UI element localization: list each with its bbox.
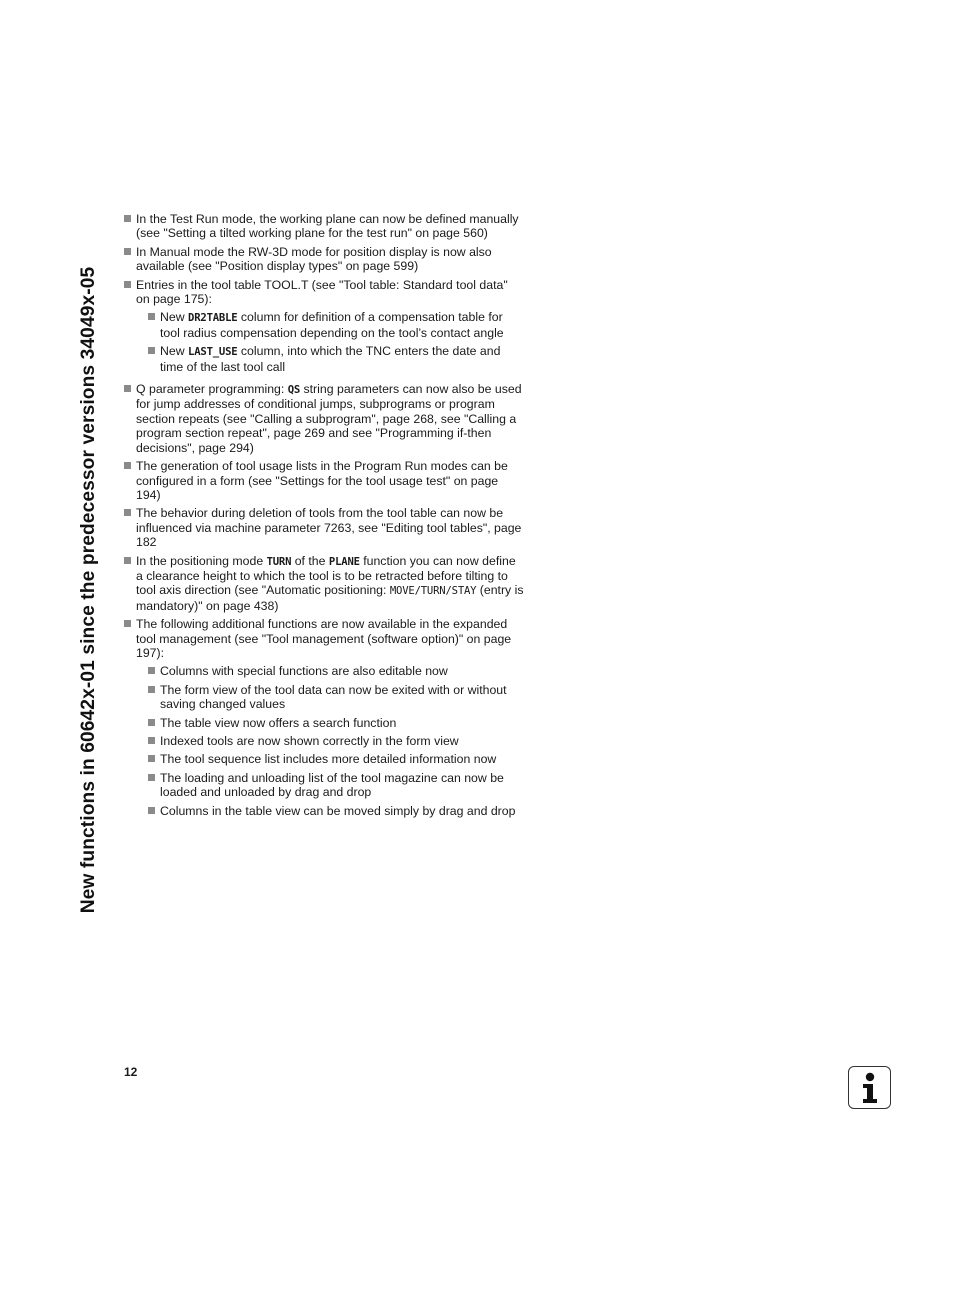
code-term: TURN [266, 555, 292, 568]
info-icon [848, 1066, 891, 1109]
sub-list-item: Columns with special functions are also editable now [148, 664, 524, 678]
square-bullet-icon [148, 755, 155, 762]
list-item: In the Test Run mode, the working plane can now be defined manually (see "Setting a tilted working plane for the test run" on page 560) [124, 212, 524, 241]
side-chapter-title [77, 211, 101, 969]
list-item: Q parameter programming: QS string parameters can now also be used for jump addresses of conditional jumps, subprograms or program section repeats (see "Calling a subprogram", page 268, see "Calling a program section repeat", page 269 and see "Programming if-then decisions", page 294) [124, 382, 524, 455]
sub-list-item: The table view now offers a search function [148, 716, 524, 730]
square-bullet-icon [124, 248, 131, 255]
sub-list [148, 310, 524, 374]
list-item: Entries in the tool table TOOL.T (see "Tool table: Standard tool data" on page 175): New DR2TABLE column for definition of a compensation table for tool radius compensation depending on the tool’s contact angle New LAST_USE column, into which the TNC enters the date and time of the last tool call [124, 278, 524, 374]
page-number: 12 [124, 1065, 138, 1079]
square-bullet-icon [124, 215, 131, 222]
square-bullet-icon [124, 385, 131, 392]
side-chapter-title-text: New functions in 60642x-01 since the predecessor versions 34049x-05 [78, 266, 99, 914]
code-term: MOVE/TURN/STAY [389, 585, 477, 598]
code-term: PLANE [328, 555, 360, 568]
square-bullet-icon [148, 807, 155, 814]
square-bullet-icon [148, 686, 155, 693]
feature-list [124, 212, 524, 822]
square-bullet-icon [124, 281, 131, 288]
code-term: QS [287, 384, 301, 397]
list-item: In Manual mode the RW-3D mode for position display is now also available (see "Position display types" on page 599) [124, 245, 524, 274]
code-term: DR2TABLE [188, 312, 238, 325]
sub-list-item: The loading and unloading list of the tool magazine can now be loaded and unloaded by drag and drop [148, 771, 524, 800]
square-bullet-icon [148, 737, 155, 744]
sub-list-item: New DR2TABLE column for definition of a compensation table for tool radius compensation depending on the tool’s contact angle [148, 310, 524, 340]
square-bullet-icon [124, 557, 131, 564]
square-bullet-icon [148, 719, 155, 726]
square-bullet-icon [148, 774, 155, 781]
sub-list-item: Columns in the table view can be moved simply by drag and drop [148, 804, 524, 818]
square-bullet-icon [124, 509, 131, 516]
sub-list-item: Indexed tools are now shown correctly in the form view [148, 734, 524, 748]
square-bullet-icon [148, 313, 155, 320]
sub-list-item: New LAST_USE column, into which the TNC enters the date and time of the last tool call [148, 344, 524, 374]
sub-list-item: The tool sequence list includes more detailed information now [148, 752, 524, 766]
sub-list-item: The form view of the tool data can now be exited with or without saving changed values [148, 683, 524, 712]
square-bullet-icon [148, 347, 155, 354]
list-item: The following additional functions are now available in the expanded tool management (see "Tool management (software option)" on page 197): Columns with special functions are also editable now The form view of the tool data can now be exited with or without saving changed values The table view now offers a search function Indexed tools are now shown correctly in the form view The tool sequence list includes more detailed information now The loading and unloading list of the tool magazine can now be loaded and unloaded by drag and drop Columns in the table view can be moved simply by drag and drop [124, 617, 524, 818]
square-bullet-icon [124, 462, 131, 469]
list-item: The generation of tool usage lists in the Program Run modes can be configured in a form (see "Settings for the tool usage test" on page 194) [124, 459, 524, 502]
list-item: The behavior during deletion of tools from the tool table can now be influenced via machine parameter 7263, see "Editing tool tables", page 182 [124, 506, 524, 549]
square-bullet-icon [148, 667, 155, 674]
sub-list [148, 664, 524, 818]
list-item: In the positioning mode TURN of the PLANE function you can now define a clearance height to which the tool is to be retracted before tilting to tool axis direction (see "Automatic positioning: MOVE/TURN/STAY (entry is mandatory)" on page 438) [124, 554, 524, 614]
code-term: LAST_USE [188, 346, 238, 359]
square-bullet-icon [124, 620, 131, 627]
